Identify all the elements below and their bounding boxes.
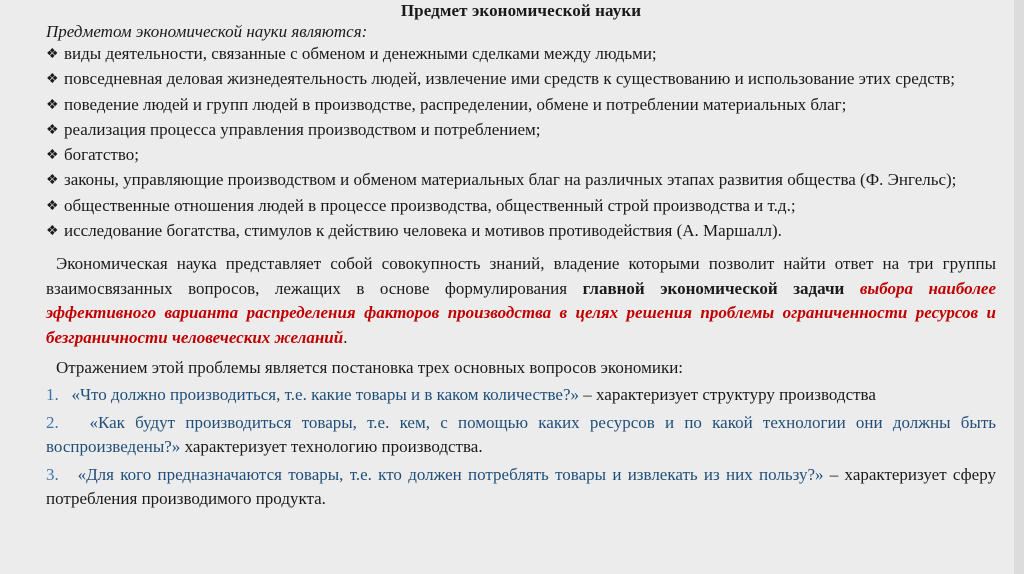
diamond-bullet-icon: ❖ [46,198,59,214]
list-item: ❖ повседневная деловая жизнедеятельность людей, извлечение ими средств к существованию и использование этих средств; [46,67,996,92]
intro-text: Предметом экономической науки являются: [46,22,368,41]
diamond-bullet-icon: ❖ [46,173,59,189]
question-item-3: 3. «Для кого предназначаются товары, т.е. кто должен потреблять товары и извлекать из них пользу?» – характеризует сферу потребления производимого продукта. [46,464,996,509]
diamond-bullet-icon: ❖ [46,148,59,164]
slide-content [46,0,996,512]
list-item: ❖ исследование богатства, стимулов к действию человека и мотивов противодействия (А. Маршалл). [46,219,996,244]
slide-title: Предмет экономической науки [400,1,642,20]
diamond-bullet-icon: ❖ [46,97,59,113]
list-item: ❖ поведение людей и групп людей в производстве, распределении, обмене и потреблении материальных благ; [46,93,996,118]
list-item: ❖ виды деятельности, связанные с обменом и денежными сделками между людьми; [46,42,996,67]
list-item: ❖ законы, управляющие производством и обменом материальных благ на различных этапах развития общества (Ф. Энгельс); [46,168,996,193]
main-task-bold: главной экономической задачи [582,278,845,298]
question-item-1: 1. «Что должно производиться, т.е. какие товары и в каком количестве?» – характеризует структуру производства [46,385,876,405]
question-item-2: 2. «Как будут производиться товары, т.е. кем, с помощью каких ресурсов и по какой технологии они должны быть воспроизведены?» характеризует технологию производства. [46,412,997,457]
main-task-highlight: выбора наиболее эффективного варианта распределения факторов производства в целях решения проблемы ограниченности ресурсов и безграничности человеческих желаний [46,278,997,347]
diamond-bullet-icon: ❖ [46,72,59,88]
diamond-bullet-icon: ❖ [46,47,59,62]
list-item: ❖ общественные отношения людей в процессе производства, общественный строй производства и т.д.; [46,194,996,219]
diamond-bullet-icon: ❖ [46,122,59,138]
slide-edge [1014,0,1024,574]
subject-list [46,42,996,244]
list-item: ❖ богатство; [46,143,996,168]
diamond-bullet-icon: ❖ [46,224,59,240]
list-item: ❖ реализация процесса управления производством и потреблением; [46,118,996,143]
questions-intro: Отражением этой проблемы является постановка трех основных вопросов экономики: [56,358,684,378]
definition-paragraph: Экономическая наука представляет собой совокупность знаний, владение которыми позволит найти ответ на три группы взаимосвязанных вопросов, лежащих в основе формулирования главной экономической задачи выбора наиболее эффективного варианта распределения факторов производства в целях решения проблемы ограниченности ресурсов и безграничности человеческих желаний. [46,254,997,347]
